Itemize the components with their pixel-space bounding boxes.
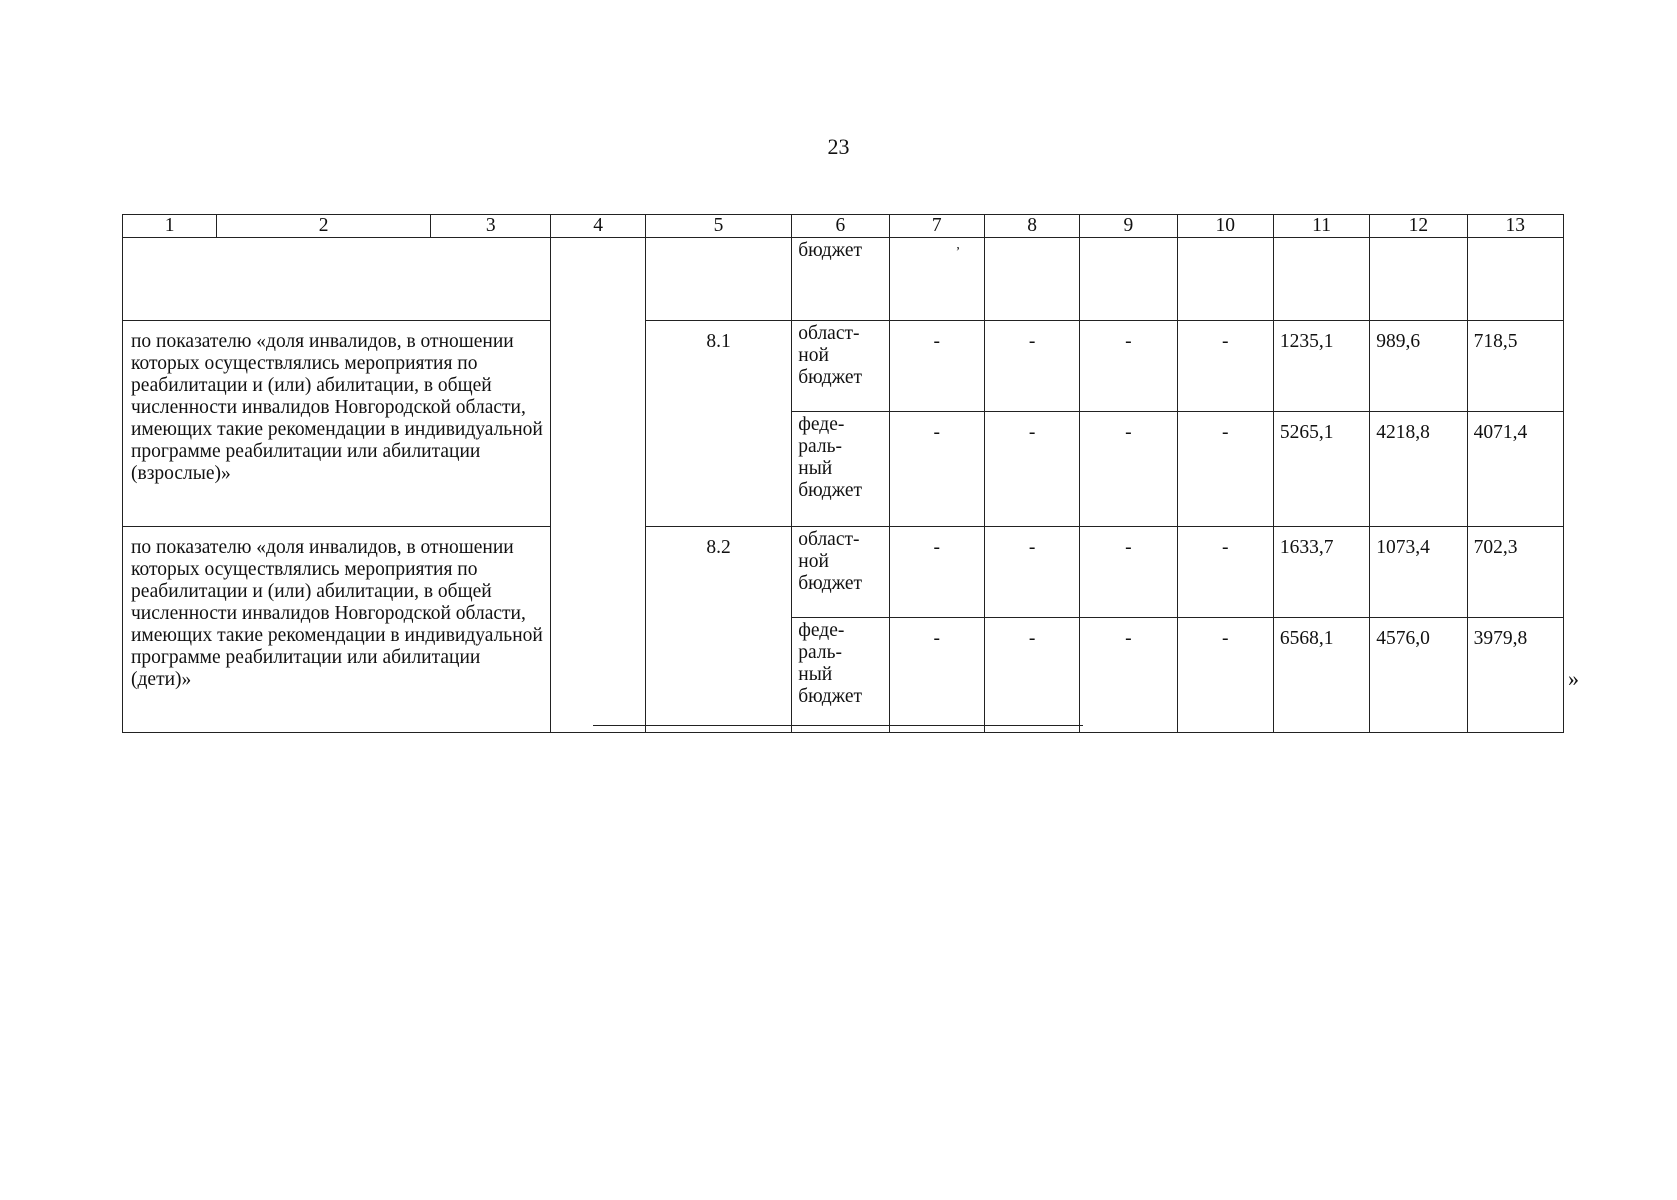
- table-row: [123, 321, 1564, 412]
- bottom-rule: [593, 725, 1083, 726]
- header-cell: 9: [1080, 215, 1177, 238]
- header-cell: 12: [1370, 215, 1467, 238]
- value-cell: [1177, 238, 1273, 321]
- indicator-code: 8.2: [645, 527, 792, 733]
- value-cell: 4218,8: [1370, 412, 1467, 527]
- source-cell: феде- раль- ный бюджет: [792, 412, 889, 527]
- header-cell: 2: [217, 215, 431, 238]
- value-cell: -: [889, 527, 984, 618]
- page-number: 23: [827, 134, 850, 159]
- value-cell: -: [984, 321, 1079, 412]
- header-cell: 1: [123, 215, 217, 238]
- header-cell: 10: [1177, 215, 1273, 238]
- header-cell: 11: [1273, 215, 1369, 238]
- indicator-description: по показателю «доля инвалидов, в отношении которых осуществлялись мероприятия по реабилитации и (или) абилитации, в общей численности инвалидов Новгородской области, имеющих такие рекомендации в индивидуальной программе реабилитации или абилитации (дети)»: [123, 527, 551, 733]
- code-cell: [645, 238, 792, 321]
- value-cell: [984, 238, 1079, 321]
- header-cell: 5: [645, 215, 792, 238]
- header-row: [123, 215, 1564, 238]
- value-cell: 702,3: [1467, 527, 1563, 618]
- value-cell: 989,6: [1370, 321, 1467, 412]
- value-cell: [1467, 238, 1563, 321]
- header-cell: 3: [431, 215, 551, 238]
- value-cell: [1273, 238, 1369, 321]
- value-cell: -: [889, 412, 984, 527]
- value-cell: 1235,1: [1273, 321, 1369, 412]
- value-cell: -: [1177, 527, 1273, 618]
- value-cell: 1073,4: [1370, 527, 1467, 618]
- value-cell: 5265,1: [1273, 412, 1369, 527]
- budget-table: [122, 214, 1564, 733]
- header-cell: 13: [1467, 215, 1563, 238]
- source-cell: феде- раль- ный бюджет: [792, 618, 889, 733]
- value-cell: [1080, 238, 1177, 321]
- value-cell: -: [889, 618, 984, 733]
- column-4-cell: [551, 238, 645, 733]
- value-cell: -: [1177, 618, 1273, 733]
- value-cell: 4071,4: [1467, 412, 1563, 527]
- indicator-description: по показателю «доля инвалидов, в отношении которых осуществлялись мероприятия по реабилитации и (или) абилитации, в общей численности инвалидов Новгородской области, имеющих такие рекомендации в индивидуальной программе реабилитации или абилитации (взрослые)»: [123, 321, 551, 527]
- value-cell: 1633,7: [1273, 527, 1369, 618]
- value-cell: -: [1080, 412, 1177, 527]
- description-cell: [123, 238, 551, 321]
- value-cell: 718,5: [1467, 321, 1563, 412]
- header-cell: 6: [792, 215, 889, 238]
- tick-mark: ʼ: [955, 245, 961, 260]
- source-cell: област- ной бюджет: [792, 527, 889, 618]
- value-cell: -: [1080, 321, 1177, 412]
- table-row: [123, 527, 1564, 618]
- value-cell: -: [984, 618, 1079, 733]
- value-cell: -: [1177, 412, 1273, 527]
- value-cell: -: [1080, 618, 1177, 733]
- value-cell: -: [984, 527, 1079, 618]
- header-cell: 4: [551, 215, 645, 238]
- source-cell: област- ной бюджет: [792, 321, 889, 412]
- value-cell: 4576,0: [1370, 618, 1467, 733]
- value-cell: [1370, 238, 1467, 321]
- value-cell: 6568,1: [1273, 618, 1369, 733]
- value-cell: -: [1080, 527, 1177, 618]
- value-cell: -: [1177, 321, 1273, 412]
- source-text: бюджет: [798, 240, 863, 261]
- header-cell: 7: [889, 215, 984, 238]
- source-cell: [792, 238, 889, 321]
- closing-quote: »: [1568, 666, 1579, 691]
- header-cell: 8: [984, 215, 1079, 238]
- indicator-code: 8.1: [645, 321, 792, 527]
- value-cell: -: [984, 412, 1079, 527]
- value-cell: [889, 238, 984, 321]
- value-cell: 3979,8: [1467, 618, 1563, 733]
- table-row: [123, 238, 1564, 321]
- value-cell: -: [889, 321, 984, 412]
